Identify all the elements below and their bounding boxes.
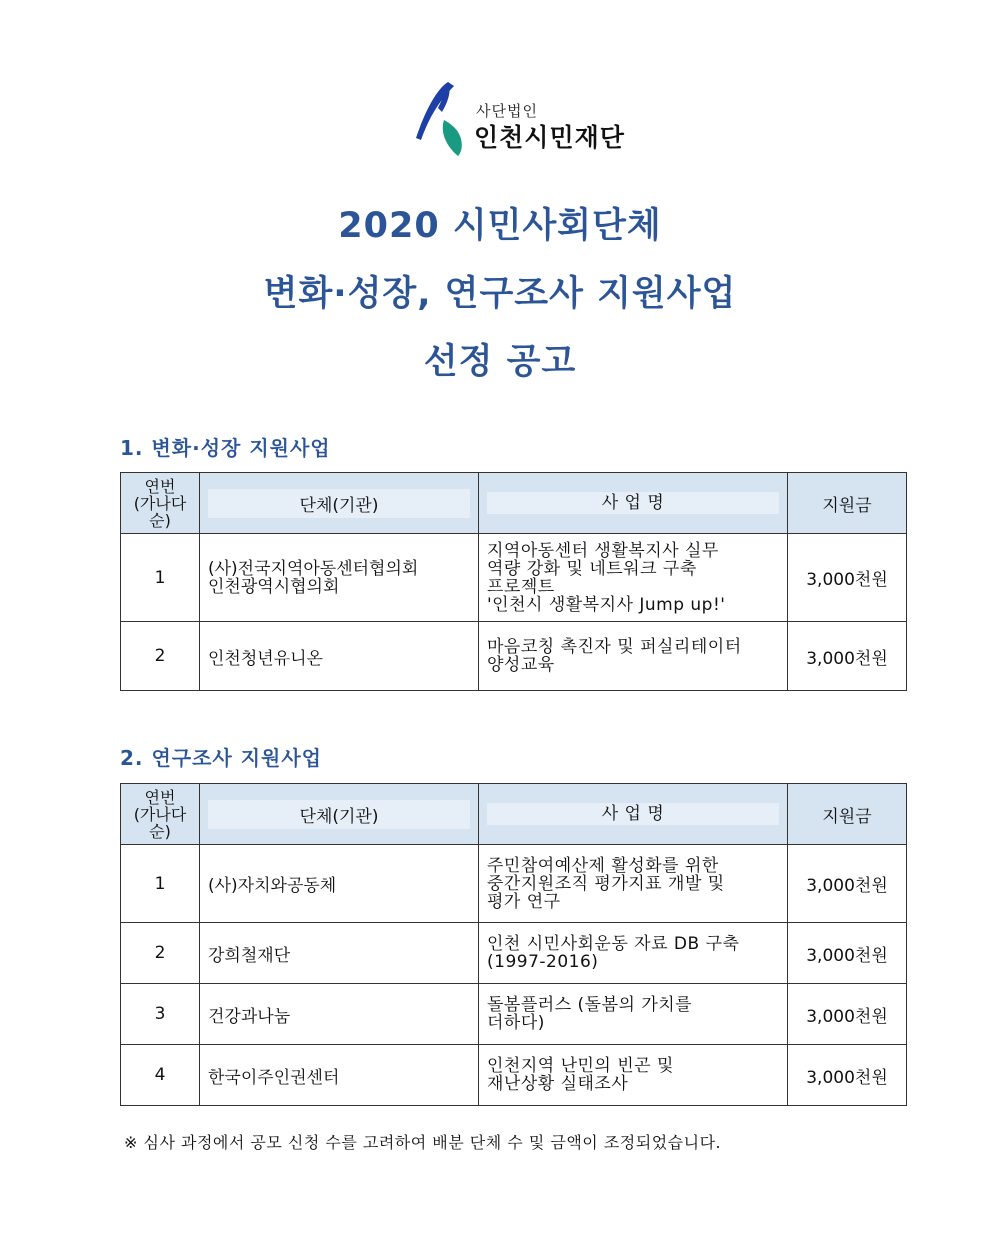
row-org: 한국이주인권센터 xyxy=(200,1045,479,1106)
row-project: 지역아동센터 생활복지사 실무 역량 강화 및 네트워크 구축 프로젝트 '인천시 생활복지사 Jump up!' xyxy=(479,534,788,622)
table-header-row xyxy=(121,473,907,534)
header-no: 연번 (가나다 순) xyxy=(121,784,200,845)
table-row xyxy=(121,534,907,622)
row-no: 4 xyxy=(121,1045,200,1106)
logo-mark-icon xyxy=(408,80,472,160)
row-no: 1 xyxy=(121,534,200,622)
row-no: 3 xyxy=(121,984,200,1045)
logo-subtitle: 사단법인 xyxy=(476,102,538,120)
header-project: 사 업 명 xyxy=(479,784,788,845)
row-no: 2 xyxy=(121,923,200,984)
research-support-table xyxy=(120,783,907,1106)
row-project: 마음코칭 촉진자 및 퍼실리테이터 양성교육 xyxy=(479,622,788,691)
row-amount: 3,000천원 xyxy=(788,923,907,984)
section-heading-growth: 1. 변화·성장 지원사업 xyxy=(120,436,331,460)
header-amount: 지원금 xyxy=(788,473,907,534)
header-amount: 지원금 xyxy=(788,784,907,845)
header-project: 사 업 명 xyxy=(479,473,788,534)
row-amount: 3,000천원 xyxy=(788,845,907,923)
header-org: 단체(기관) xyxy=(200,784,479,845)
page-title-line1: 2020 시민사회단체 xyxy=(338,206,662,246)
row-no: 2 xyxy=(121,622,200,691)
row-project: 주민참여예산제 활성화를 위한 중간지원조직 평가지표 개발 및 평가 연구 xyxy=(479,845,788,923)
row-org: (사)전국지역아동센터협의회 인천광역시협의회 xyxy=(200,534,479,622)
table-row xyxy=(121,622,907,691)
row-no: 1 xyxy=(121,845,200,923)
row-org: 인천청년유니온 xyxy=(200,622,479,691)
row-org: (사)자치와공동체 xyxy=(200,845,479,923)
table-row xyxy=(121,1045,907,1106)
row-amount: 3,000천원 xyxy=(788,534,907,622)
page-title-line2: 변화·성장, 연구조사 지원사업 xyxy=(263,274,737,314)
table-row xyxy=(121,984,907,1045)
growth-support-table xyxy=(120,472,907,691)
header-org: 단체(기관) xyxy=(200,473,479,534)
section-heading-research: 2. 연구조사 지원사업 xyxy=(120,746,322,770)
row-org: 강희철재단 xyxy=(200,923,479,984)
table-row xyxy=(121,845,907,923)
logo-name: 인천시민재단 xyxy=(474,123,625,152)
row-amount: 3,000천원 xyxy=(788,622,907,691)
header-no: 연번 (가나다 순) xyxy=(121,473,200,534)
row-project: 인천 시민사회운동 자료 DB 구축 (1997-2016) xyxy=(479,923,788,984)
row-amount: 3,000천원 xyxy=(788,984,907,1045)
row-amount: 3,000천원 xyxy=(788,1045,907,1106)
row-project: 돌봄플러스 (돌봄의 가치를 더하다) xyxy=(479,984,788,1045)
page-title-line3: 선정 공고 xyxy=(423,342,577,382)
table-row xyxy=(121,923,907,984)
row-org: 건강과나눔 xyxy=(200,984,479,1045)
row-project: 인천지역 난민의 빈곤 및 재난상황 실태조사 xyxy=(479,1045,788,1106)
footnote: ※ 심사 과정에서 공모 신청 수를 고려하여 배분 단체 수 및 금액이 조정되었습니다. xyxy=(124,1133,722,1152)
table-header-row xyxy=(121,784,907,845)
foundation-logo xyxy=(408,80,648,160)
